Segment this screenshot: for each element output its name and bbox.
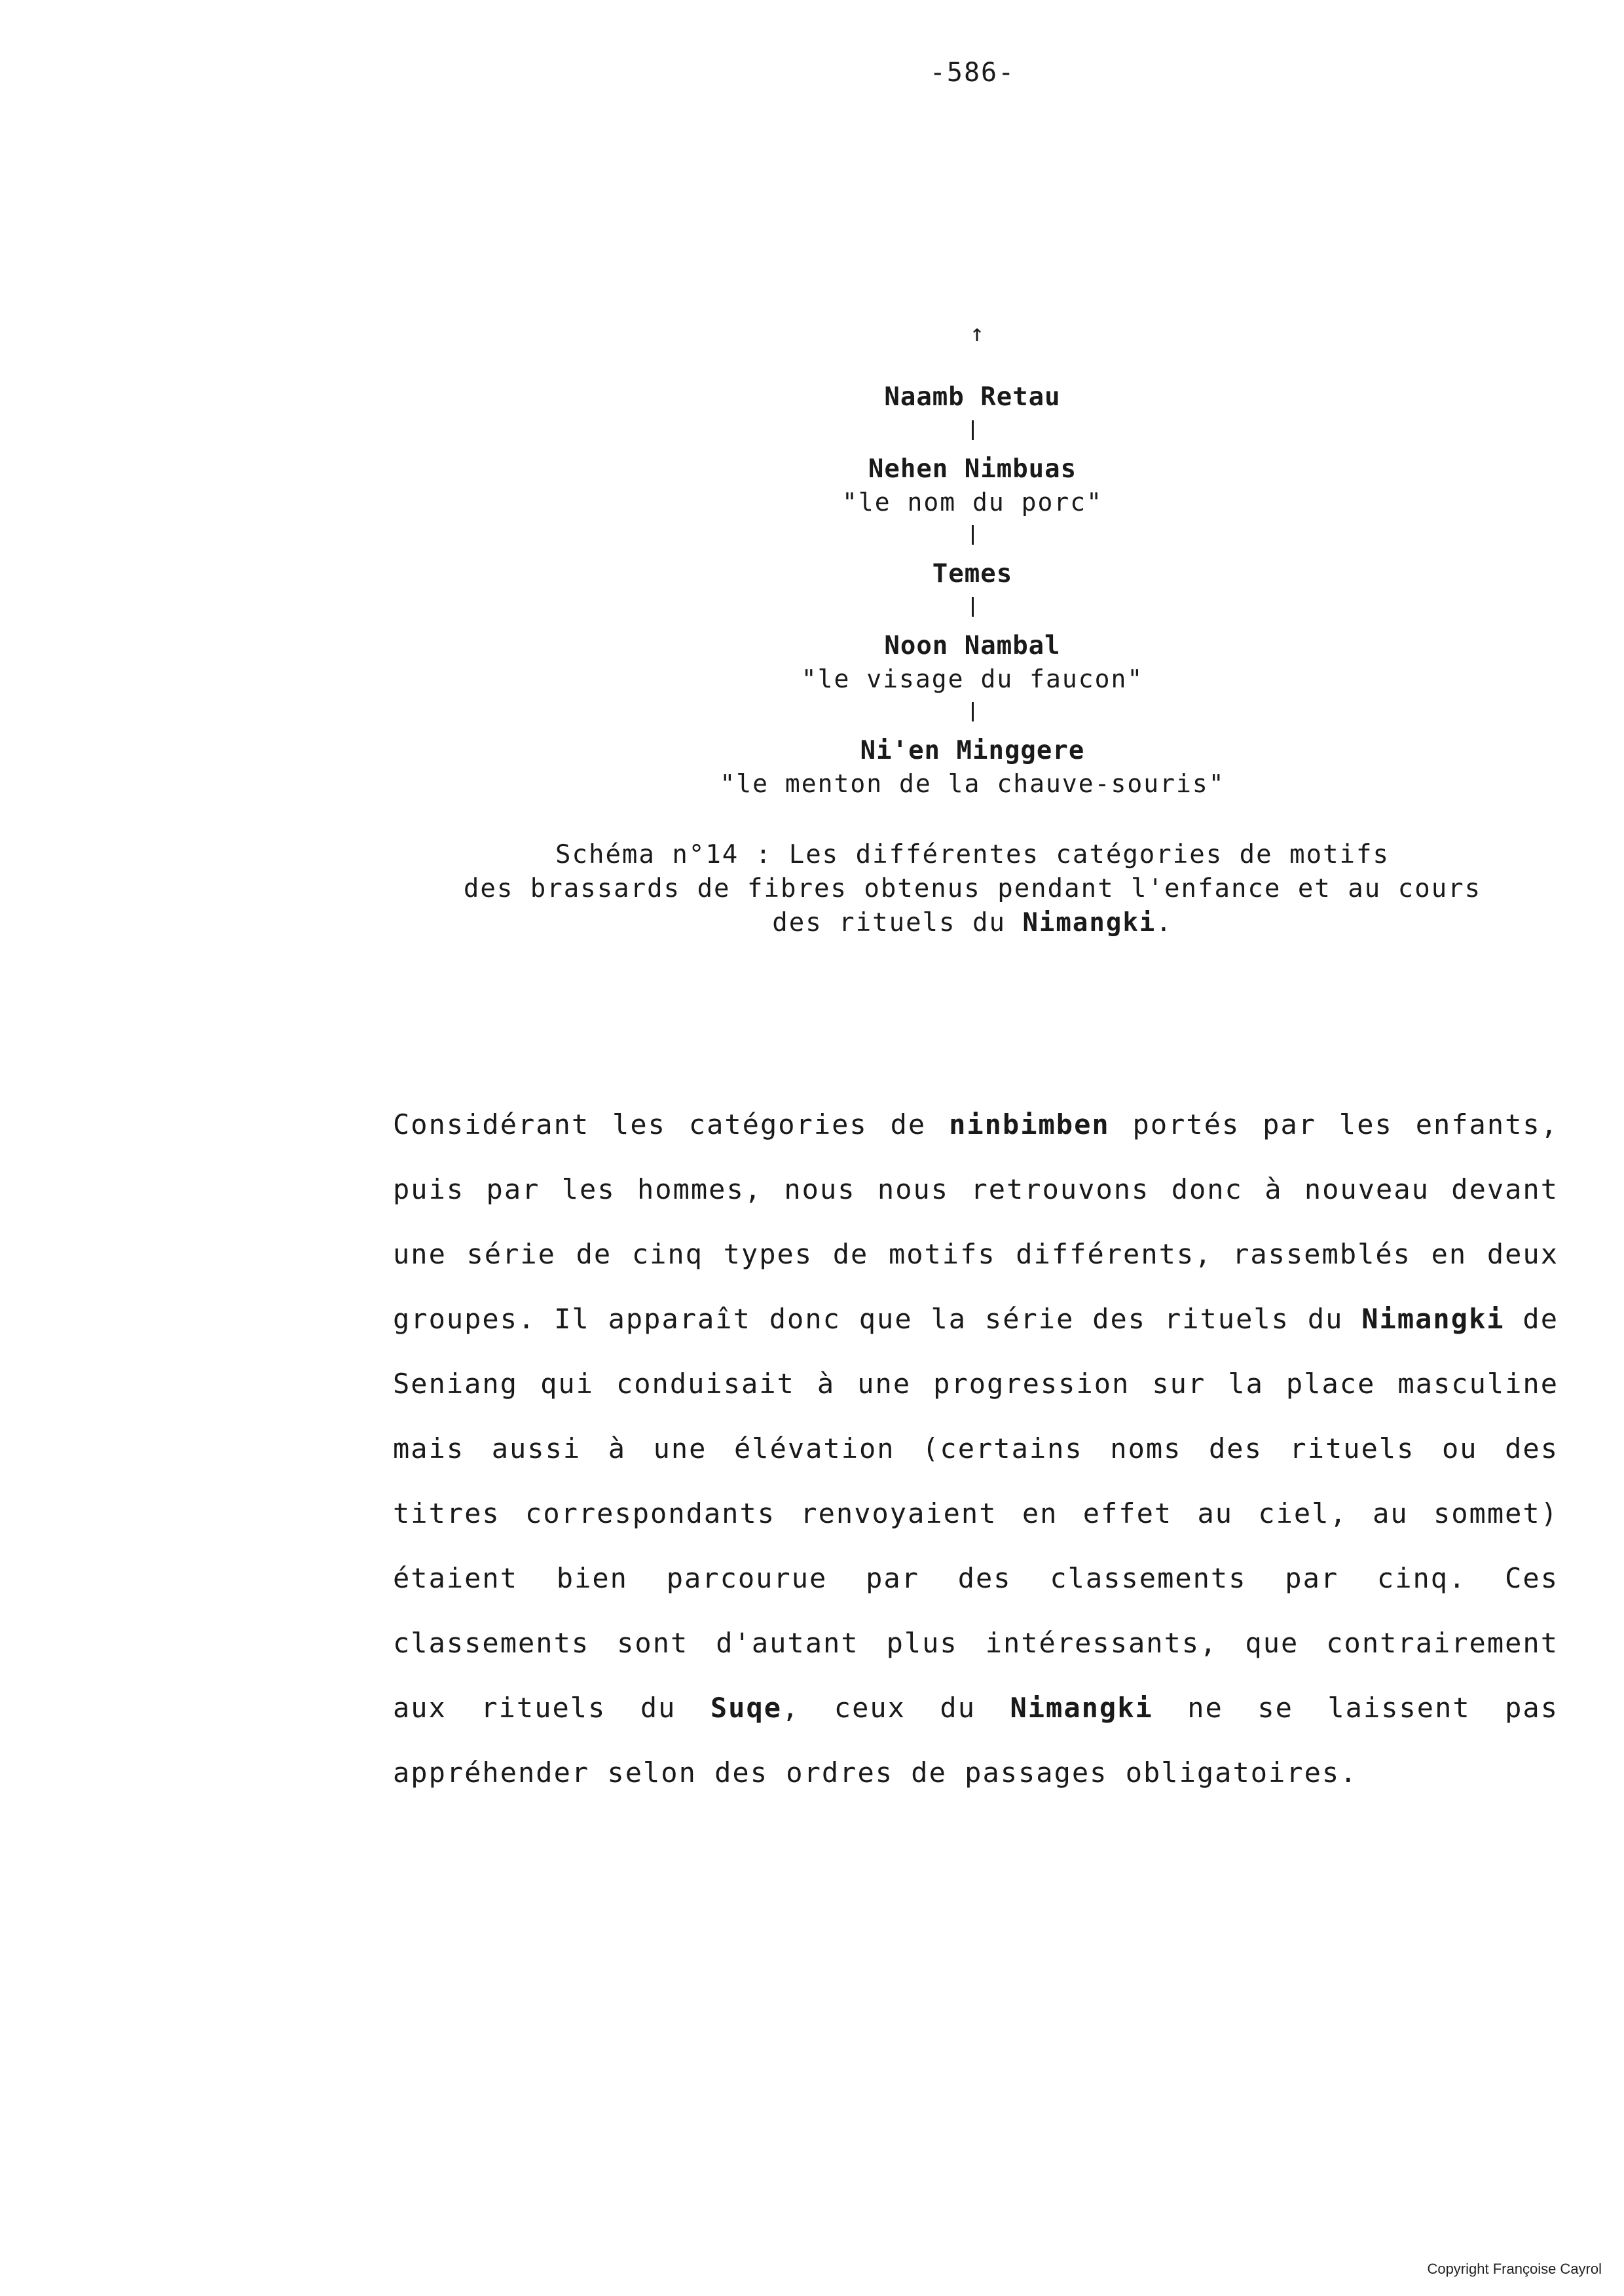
page-number: -586- <box>929 58 1016 88</box>
schema-name: Naamb Retau <box>884 382 1061 412</box>
paragraph-text: portés par les enfants, puis par les hommes, nous nous retrouvons donc à nouveau devant une série de cinq types de motifs différents, rassemblés en deux groupes. Il apparaît donc que la série des rituels du <box>393 1108 1559 1335</box>
schema-name: Nehen Nimbuas <box>868 454 1077 484</box>
schema-gloss: "le menton de la chauve-souris" <box>720 769 1225 798</box>
caption-text: des rituels du <box>772 908 1023 938</box>
schema-name: Ni'en Minggere <box>860 736 1085 765</box>
paragraph-term: ninbimben <box>949 1108 1110 1140</box>
schema-name: Temes <box>932 559 1013 589</box>
paragraph-term: Nimangki <box>1361 1303 1505 1335</box>
body-paragraph <box>393 1092 1559 1805</box>
caption-term: Nimangki <box>1022 908 1156 938</box>
schema-caption <box>0 838 1624 940</box>
connector-line <box>0 525 1624 558</box>
schema-name: Noon Nambal <box>884 631 1061 661</box>
ritual-schema <box>0 381 1624 800</box>
connector-line <box>0 702 1624 735</box>
paragraph-text: , ceux du <box>782 1692 1010 1724</box>
paragraph-text: de Seniang qui conduisait à une progression sur la place masculine mais aussi à une élévation (certains noms des rituels ou des titres correspondants renvoyaient en effet au ciel, au sommet) étaient bien parcourue par des classements par cinq. Ces classements sont d'autant plus intéressants, que contrairement aux rituels du <box>393 1303 1559 1724</box>
caption-line <box>0 906 1624 940</box>
arrow-up-icon: ↑ <box>970 320 984 347</box>
caption-line: des brassards de fibres obtenus pendant l'enfance et au cours <box>463 874 1482 903</box>
connector-line <box>0 420 1624 453</box>
caption-text: . <box>1156 908 1173 938</box>
paragraph-term: Suqe <box>710 1692 783 1724</box>
caption-line: Schéma n°14 : Les différentes catégories de motifs <box>555 840 1390 869</box>
copyright-notice: Copyright Françoise Cayrol <box>1427 2261 1602 2277</box>
paragraph-text: Considérant les catégories de <box>393 1108 950 1140</box>
paragraph-text: ne se laissent pas appréhender selon des ordres de passages obligatoires. <box>393 1692 1559 1789</box>
paragraph-term: Nimangki <box>1010 1692 1153 1724</box>
connector-line <box>0 597 1624 630</box>
schema-gloss: "le visage du faucon" <box>801 665 1144 693</box>
schema-gloss: "le nom du porc" <box>841 488 1103 517</box>
